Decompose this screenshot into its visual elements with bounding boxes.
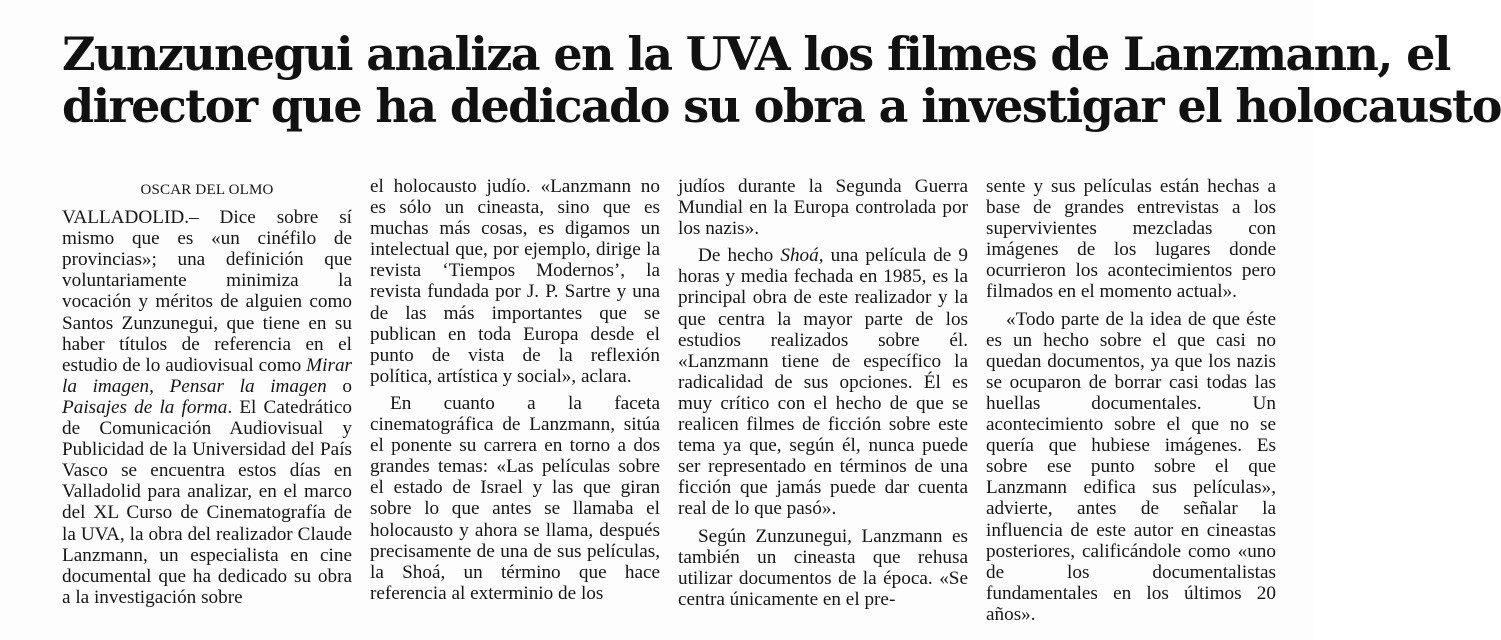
byline: OSCAR DEL OLMO xyxy=(140,182,274,198)
col1-separator-2: o xyxy=(326,375,352,397)
column-2-paragraph-2: En cuanto a la faceta cinematográfica de Lanzmann, sitúa el ponente su carrera en torno a dos grandes temas: «Las películas sobre el estado de Israel y las que giran sobre lo que antes se llamaba el holocausto y ahora se llama, después precisamente de una de sus películas, la Shoá, un término que hace referencia al exterminio de los xyxy=(370,392,660,604)
col3-tail-text: , una película de 9 horas y media fechada en 1985, es la principal obra de este realizador y la que centra la mayor parte de los estudios realizados sobre él. «Lanzmann tiene de específico la radicalidad de sus opciones. Él es muy crítico con el hecho de que se realicen filmes de ficción sobre este tema ya que, según él, nunca puede ser representado en términos de una ficción que jamás puede dar cuenta real de lo que pasó». xyxy=(678,245,969,520)
book-title-pensar-la-imagen: Pensar la imagen xyxy=(169,375,327,397)
col3-lead-text: De hecho xyxy=(698,245,781,267)
col1-lead-text: VALLADOLID.– Dice sobre sí mismo que es «un cinéfilo de provincias»; una definición que voluntariamente minimiza la vocación y méritos de alguien como Santos Zunzunegui, que tiene en su haber títulos de referencia en el estudio de lo audiovisual como xyxy=(62,207,352,376)
article-column-1 xyxy=(62,180,352,608)
headline xyxy=(62,27,1501,133)
column-4-paragraph-2: «Todo parte de la idea de que éste es un hecho sobre el que casi no quedan documentos, ya que los nazis se ocuparon de borrar casi todas las huellas documentales. Un acontecimiento sobre el que no se quería que hubiese imágenes. Es sobre ese punto sobre el que Lanzmann edifica sus películas», advierte, antes de señalar la influencia de este autor en cineastas posteriores, calificándole como «uno de los documentalistas fundamentales en los últimos 20 años». xyxy=(986,308,1276,625)
column-3-paragraph-1: judíos durante la Segunda Guerra Mundial en la Europa controlada por los nazis». xyxy=(678,176,968,240)
article-column-4 xyxy=(986,176,1276,625)
headline-line-1: Zunzunegui analiza en la UVA los filmes de Lanzmann, el xyxy=(62,27,1450,81)
column-3-paragraph-3: Según Zunzunegui, Lanzmann es también un cineasta que rehusa utilizar documentos de la época. «Se centra únicamente en el pre- xyxy=(678,525,968,610)
article-column-3 xyxy=(678,176,968,610)
col1-tail-text: . El Catedrático de Comunicación Audiovisual y Publicidad de la Universidad del País Vasco se encuentra estos días en Valladolid para analizar, en el marco del XL Curso de Cinematografía de la UVA, la obra del realizador Claude Lanzmann, un especialista en cine documental que ha dedicado su obra a la investigación sobre xyxy=(62,396,352,608)
book-title-mirar-la-imagen: Mirar la imagen xyxy=(62,354,352,397)
book-title-paisajes-de-la-forma: Paisajes de la forma xyxy=(62,396,228,418)
col1-separator-1: , xyxy=(149,375,170,397)
headline-line-2: director que ha dedicado su obra a investigar el holocausto xyxy=(62,79,1501,133)
column-1-paragraph-1 xyxy=(62,207,352,608)
column-2-paragraph-1: el holocausto judío. «Lanzmann no es sólo un cineasta, sino que es muchas más cosas, es digamos un intelectual que, por ejemplo, dirige la revista ‘Tiempos Modernos’, la revista fundada por J. P. Sartre y una de las más importantes que se publican en toda Europa desde el punto de vista de la reflexión política, artística y social», aclara. xyxy=(370,176,660,387)
film-title-shoa: Shoá xyxy=(780,245,819,267)
column-4-paragraph-1: sente y sus películas están hechas a base de grandes entrevistas a los supervivientes mezcladas con imágenes de los lugares donde ocurrieron los acontecimientos pero filmados en el momento actual». xyxy=(986,176,1276,303)
article-column-2 xyxy=(370,176,660,604)
column-3-paragraph-2 xyxy=(678,245,968,519)
